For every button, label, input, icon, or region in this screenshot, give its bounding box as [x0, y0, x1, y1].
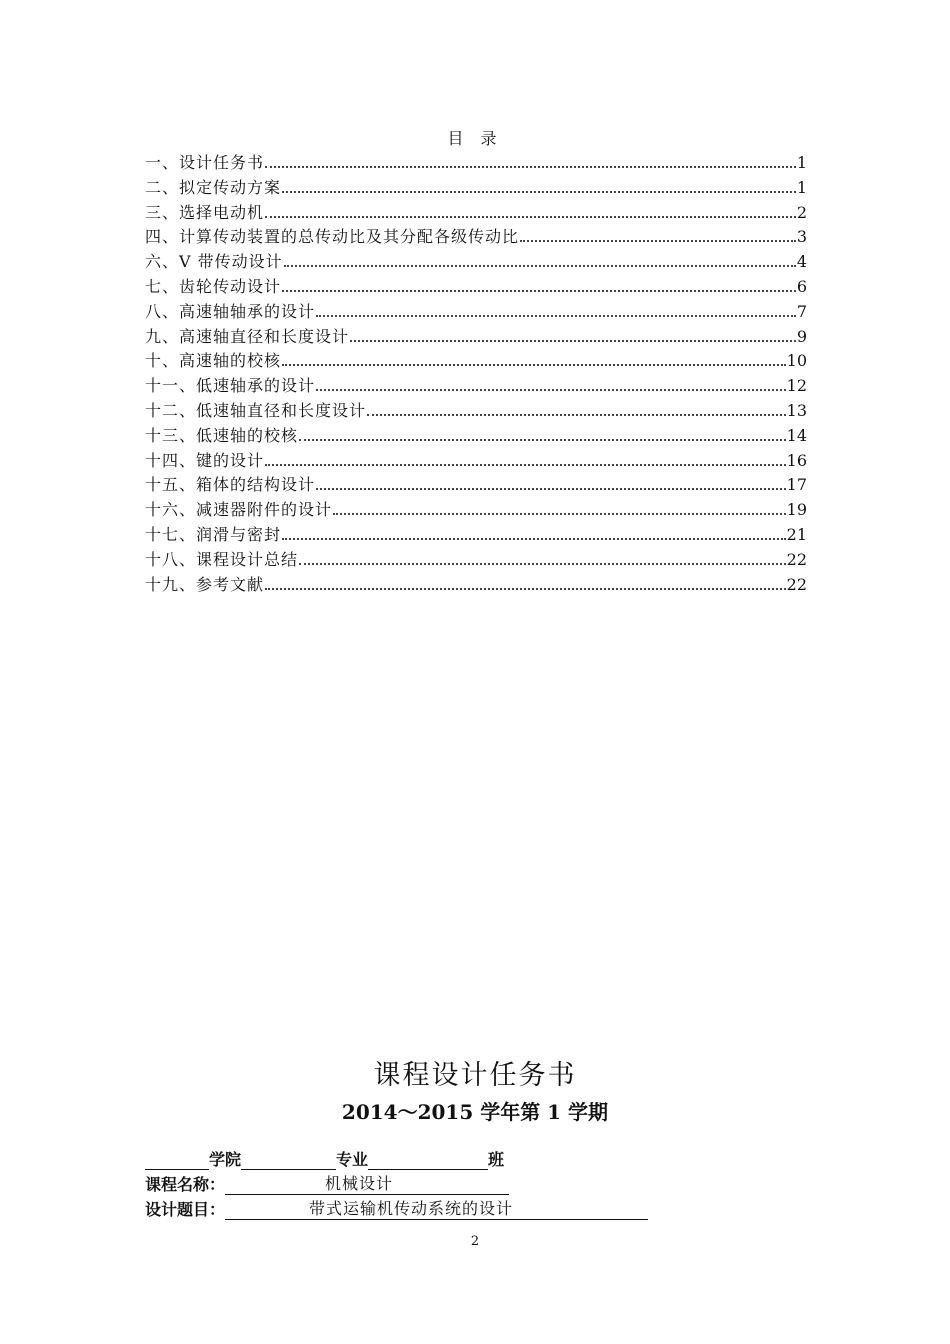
- toc-leader-dots: [299, 547, 786, 565]
- toc-entry-page: 3: [796, 227, 807, 247]
- task-subtitle: 2014～2015 学年第 1 学期: [341, 1100, 609, 1124]
- course-name-line: [145, 1172, 509, 1195]
- toc-title: 目 录: [447, 129, 503, 148]
- toc-entry-page: 22: [786, 574, 807, 594]
- toc-leader-dots: [265, 448, 786, 466]
- toc-entry[interactable]: [145, 448, 807, 473]
- toc-entry[interactable]: [145, 249, 807, 274]
- toc-leader-dots: [282, 348, 786, 366]
- page-number: 2: [470, 1234, 480, 1249]
- toc-entry-label: 四、计算传动装置的总传动比及其分配各级传动比: [145, 227, 520, 247]
- toc-entry-label: 十、高速轴的校核: [145, 351, 282, 371]
- toc-entry-page: 22: [786, 549, 807, 569]
- toc-entry-label: 十一、低速轴承的设计: [145, 376, 316, 396]
- toc-entry-page: 14: [786, 425, 807, 445]
- course-name-value: 机械设计: [325, 1174, 394, 1193]
- toc-entry[interactable]: [145, 472, 807, 497]
- task-title: 课程设计任务书: [373, 1060, 577, 1091]
- toc-entry-page: 6: [796, 276, 807, 296]
- design-topic-label: 设计题目：: [145, 1200, 226, 1219]
- toc-leader-dots: [333, 497, 786, 515]
- toc-entry-page: 10: [786, 351, 807, 371]
- design-topic-value: 带式运输机传动系统的设计: [309, 1199, 514, 1218]
- toc-entry-page: 1: [796, 177, 807, 197]
- toc-leader-dots: [316, 373, 786, 391]
- toc-entry[interactable]: [145, 200, 807, 225]
- toc-leader-dots: [350, 324, 796, 342]
- college-label: 学院: [209, 1150, 242, 1169]
- design-topic-line: [145, 1197, 648, 1220]
- toc-entry[interactable]: [145, 324, 807, 349]
- toc-entry-label: 十六、减速器附件的设计: [145, 500, 333, 520]
- toc-entry[interactable]: [145, 373, 807, 398]
- class-blank[interactable]: [368, 1151, 488, 1170]
- toc-leader-dots: [284, 249, 796, 267]
- toc-entry[interactable]: [145, 398, 807, 423]
- major-label: 专业: [336, 1150, 369, 1169]
- course-name-field[interactable]: [225, 1176, 509, 1195]
- toc-entry[interactable]: [145, 150, 807, 175]
- toc-entry-page: 7: [796, 301, 807, 321]
- toc-entry[interactable]: [145, 522, 807, 547]
- toc-entry-page: 9: [796, 326, 807, 346]
- toc-leader-dots: [282, 175, 796, 193]
- toc-entry-label: 十四、键的设计: [145, 450, 265, 470]
- toc-leader-dots: [520, 224, 796, 242]
- toc-leader-dots: [316, 472, 786, 490]
- toc-entry[interactable]: [145, 299, 807, 324]
- toc-entry[interactable]: [145, 423, 807, 448]
- college-major-class-line: [145, 1147, 504, 1170]
- toc-entry-label: 十九、参考文献: [145, 574, 265, 594]
- toc-leader-dots: [265, 572, 786, 590]
- toc-entry[interactable]: [145, 348, 807, 373]
- toc-entry-label: 十八、课程设计总结: [145, 549, 299, 569]
- toc-entry[interactable]: [145, 572, 807, 597]
- toc-entry[interactable]: [145, 547, 807, 572]
- toc-entry-page: 1: [796, 153, 807, 172]
- toc-entry[interactable]: [145, 497, 807, 522]
- toc-entry[interactable]: [145, 224, 807, 249]
- toc-entry-label: 六、V 带传动设计: [145, 252, 283, 272]
- toc-leader-dots: [282, 522, 786, 540]
- toc-leader-dots: [282, 274, 796, 292]
- toc-entry-label: 一、设计任务书: [145, 153, 265, 172]
- major-blank[interactable]: [241, 1151, 336, 1170]
- toc-entry-label: 十五、箱体的结构设计: [145, 475, 316, 495]
- toc-leader-dots: [265, 200, 796, 218]
- class-label: 班: [488, 1150, 505, 1169]
- toc-entry-page: 12: [786, 376, 807, 396]
- toc-entry-page: 16: [786, 450, 807, 470]
- toc-entry-label: 二、拟定传动方案: [145, 177, 282, 197]
- college-blank[interactable]: [145, 1151, 209, 1170]
- table-of-contents: [145, 150, 807, 596]
- toc-leader-dots: [367, 398, 786, 416]
- toc-leader-dots: [265, 150, 796, 168]
- toc-entry-page: 4: [796, 252, 807, 272]
- toc-entry[interactable]: [145, 175, 807, 200]
- toc-entry-label: 十三、低速轴的校核: [145, 425, 299, 445]
- toc-entry-page: 17: [786, 475, 807, 495]
- toc-leader-dots: [299, 423, 786, 441]
- course-name-label: 课程名称：: [145, 1175, 226, 1194]
- toc-entry-page: 21: [786, 524, 807, 544]
- toc-entry-page: 13: [786, 400, 807, 420]
- toc-entry[interactable]: [145, 274, 807, 299]
- toc-entry-page: 19: [786, 500, 807, 520]
- design-topic-field[interactable]: [225, 1201, 648, 1220]
- toc-entry-label: 九、高速轴直径和长度设计: [145, 326, 350, 346]
- toc-leader-dots: [316, 299, 796, 317]
- toc-entry-label: 十七、润滑与密封: [145, 524, 282, 544]
- toc-entry-label: 十二、低速轴直径和长度设计: [145, 400, 367, 420]
- toc-entry-label: 七、齿轮传动设计: [145, 276, 282, 296]
- toc-entry-label: 八、高速轴轴承的设计: [145, 301, 316, 321]
- toc-entry-page: 2: [796, 202, 807, 222]
- toc-entry-label: 三、选择电动机: [145, 202, 265, 222]
